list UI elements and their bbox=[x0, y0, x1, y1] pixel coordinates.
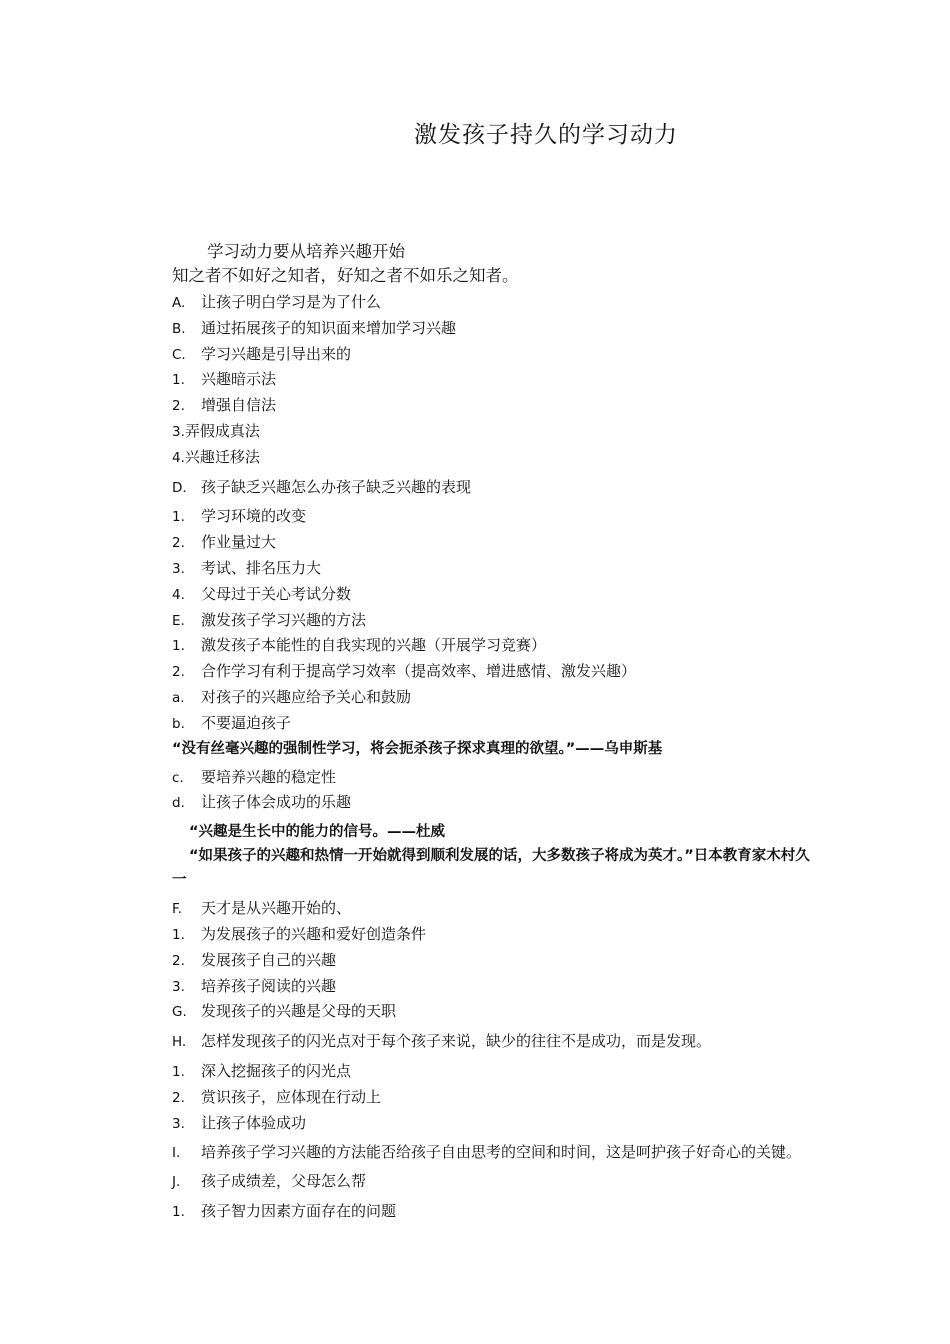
item-marker: D. bbox=[172, 479, 187, 496]
item-text: 孩子成绩差，父母怎么帮 bbox=[201, 1172, 367, 1191]
outline-list bbox=[172, 290, 820, 1225]
list-item bbox=[172, 393, 820, 419]
item-text: 考试、排名压力大 bbox=[201, 558, 322, 577]
motto-quote: 知之者不如好之知者，好知之者不如乐之知者。 bbox=[172, 266, 519, 285]
item-text: 弄假成真法 bbox=[184, 421, 260, 440]
item-marker: H. bbox=[172, 1034, 187, 1051]
list-item bbox=[172, 342, 820, 368]
item-text: 发展孩子自己的兴趣 bbox=[201, 950, 337, 969]
list-item bbox=[172, 290, 820, 316]
item-marker: 1. bbox=[172, 372, 185, 389]
item-marker: A. bbox=[172, 295, 186, 311]
item-marker: b. bbox=[172, 715, 185, 732]
item-marker: I. bbox=[172, 1145, 181, 1162]
item-text: 培养孩子阅读的兴趣 bbox=[201, 976, 337, 995]
item-text: 激发孩子本能性的自我实现的兴趣（开展学习竞赛） bbox=[201, 636, 547, 655]
item-marker: 2. bbox=[172, 664, 185, 681]
item-text: 孩子智力因素方面存在的问题 bbox=[201, 1202, 397, 1221]
item-text: 兴趣迁移法 bbox=[184, 447, 260, 466]
item-text: 天才是从兴趣开始的、 bbox=[201, 899, 352, 918]
item-marker: 4. bbox=[172, 449, 185, 466]
item-text: 深入挖掘孩子的闪光点 bbox=[201, 1061, 352, 1080]
item-marker: c. bbox=[172, 769, 184, 786]
item-marker: 1. bbox=[172, 1204, 185, 1221]
list-item bbox=[172, 685, 820, 711]
item-marker: 1. bbox=[172, 1063, 185, 1080]
list-item bbox=[172, 633, 820, 659]
list-item bbox=[172, 974, 820, 1000]
item-marker: J. bbox=[172, 1174, 181, 1191]
item-marker: 2. bbox=[172, 535, 185, 552]
list-item bbox=[172, 608, 820, 634]
quote-line: “兴趣是生长中的能力的信号。——杜威 bbox=[189, 824, 446, 841]
item-marker: C. bbox=[172, 346, 186, 363]
item-text: 学习环境的改变 bbox=[201, 507, 307, 526]
item-marker: 1. bbox=[172, 638, 185, 655]
item-text: 孩子缺乏兴趣怎么办孩子缺乏兴趣的表现 bbox=[201, 477, 472, 496]
item-marker: B. bbox=[172, 320, 186, 337]
list-item bbox=[172, 1029, 820, 1055]
list-item bbox=[172, 790, 820, 816]
list-item bbox=[172, 659, 820, 685]
item-text: 作业量过大 bbox=[201, 533, 277, 552]
item-text: 发现孩子的兴趣是父母的天职 bbox=[201, 1002, 397, 1021]
item-text: 学习兴趣是引导出来的 bbox=[201, 344, 352, 363]
item-text: 父母过于关心考试分数 bbox=[201, 584, 352, 603]
list-item bbox=[172, 999, 820, 1025]
item-marker: 3. bbox=[172, 423, 185, 440]
item-text: 通过拓展孩子的知识面来增加学习兴趣 bbox=[201, 318, 457, 337]
item-marker: 2. bbox=[172, 952, 185, 969]
list-item bbox=[172, 948, 820, 974]
item-text: 要培养兴趣的稳定性 bbox=[201, 767, 337, 786]
item-text: 对孩子的兴趣应给予关心和鼓励 bbox=[201, 687, 412, 706]
list-item bbox=[172, 1059, 820, 1085]
list-item bbox=[172, 316, 820, 342]
item-text: 让孩子体验成功 bbox=[201, 1113, 307, 1132]
item-text: 激发孩子学习兴趣的方法 bbox=[201, 610, 367, 629]
list-item bbox=[172, 896, 820, 922]
item-marker: F. bbox=[172, 901, 182, 918]
document-title: 激发孩子持久的学习动力 bbox=[414, 122, 678, 148]
list-item bbox=[172, 922, 820, 948]
list-item bbox=[172, 419, 820, 445]
section-subtitle: 学习动力要从培养兴趣开始 bbox=[207, 242, 405, 261]
item-marker: d. bbox=[172, 795, 185, 812]
list-item bbox=[172, 1111, 820, 1137]
item-marker: G. bbox=[172, 1004, 187, 1021]
list-item bbox=[172, 582, 820, 608]
list-item bbox=[172, 445, 820, 471]
item-text: 为发展孩子的兴趣和爱好创造条件 bbox=[201, 924, 427, 943]
list-item bbox=[172, 475, 820, 501]
item-text: 怎样发现孩子的闪光点对于每个孩子来说，缺少的往往不是成功，而是发现。 bbox=[201, 1032, 712, 1051]
quote-line bbox=[172, 844, 820, 892]
item-text: 增强自信法 bbox=[201, 396, 277, 415]
item-marker: 2. bbox=[172, 1089, 185, 1106]
item-marker: 2. bbox=[172, 398, 185, 415]
item-text: 让孩子体会成功的乐趣 bbox=[201, 793, 352, 812]
quote-line: “没有丝毫兴趣的强制性学习，将会扼杀孩子探求真理的欲望。”——乌申斯基 bbox=[172, 740, 663, 757]
list-item bbox=[172, 367, 820, 393]
item-text: 培养孩子学习兴趣的方法能否给孩子自由思考的空间和时间，这是呵护孩子好奇心的关键。 bbox=[201, 1143, 802, 1162]
list-item bbox=[172, 1085, 820, 1111]
item-marker: 1. bbox=[172, 926, 185, 943]
list-item bbox=[172, 711, 820, 737]
item-marker: 3. bbox=[172, 1115, 185, 1132]
item-marker: 3. bbox=[172, 978, 185, 995]
list-item bbox=[172, 556, 820, 582]
item-marker: a. bbox=[172, 689, 185, 706]
list-item bbox=[172, 1169, 820, 1195]
list-item bbox=[172, 765, 820, 791]
list-item bbox=[172, 530, 820, 556]
item-text: 赏识孩子，应体现在行动上 bbox=[201, 1087, 382, 1106]
quote-text: “如果孩子的兴趣和热情一开始就得到顺利发展的话，大多数孩子将成为英才。”日本教育家木村久一 bbox=[172, 848, 810, 889]
item-marker: 4. bbox=[172, 586, 185, 603]
item-marker: E. bbox=[172, 612, 185, 629]
item-marker: 1. bbox=[172, 509, 185, 526]
item-text: 兴趣暗示法 bbox=[201, 370, 277, 389]
item-marker: 3. bbox=[172, 560, 185, 577]
list-item bbox=[172, 1199, 820, 1225]
item-text: 不要逼迫孩子 bbox=[201, 713, 292, 732]
list-item bbox=[172, 504, 820, 530]
item-text: 让孩子明白学习是为了什么 bbox=[201, 293, 382, 311]
list-item bbox=[172, 1140, 820, 1165]
item-text: 合作学习有利于提高学习效率（提高效率、增进感情、激发兴趣） bbox=[201, 662, 637, 681]
